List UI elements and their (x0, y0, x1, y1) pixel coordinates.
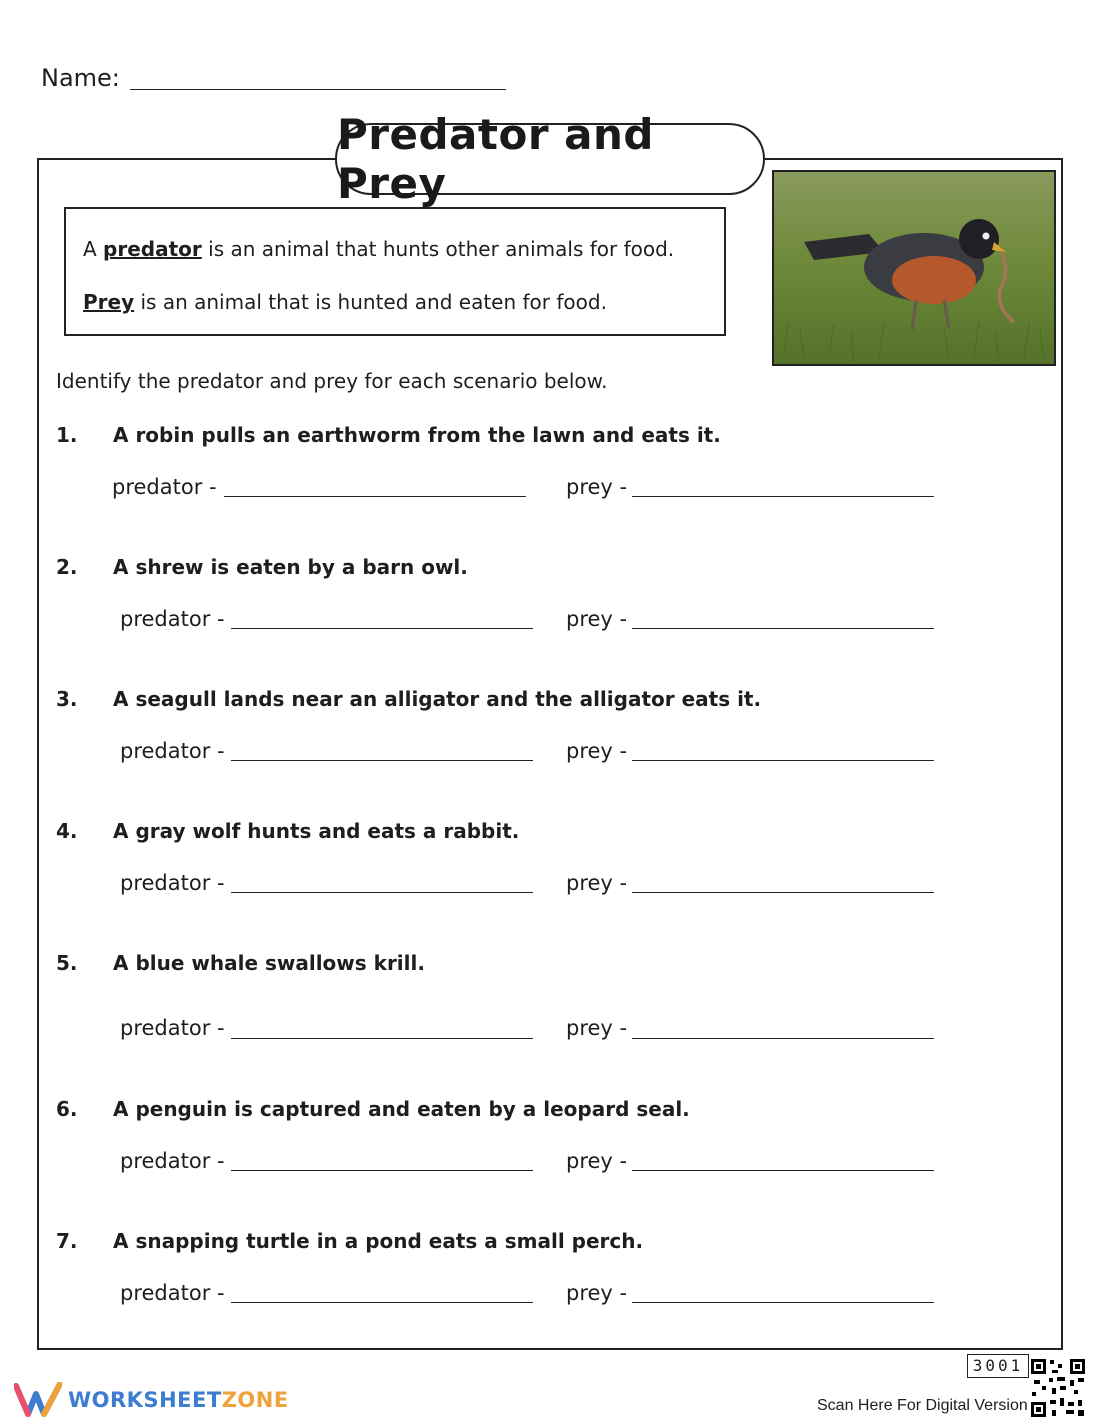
predator-answer-line[interactable] (231, 760, 533, 761)
instructions: Identify the predator and prey for each scenario below. (56, 369, 608, 393)
predator-answer-line[interactable] (231, 1038, 533, 1039)
prey-label: prey - (566, 871, 628, 895)
question-text: A blue whale swallows krill. (113, 951, 425, 975)
question-text: A gray wolf hunts and eats a rabbit. (113, 819, 520, 843)
brand-part-2: ZONE (221, 1388, 289, 1412)
prey-answer-line[interactable] (632, 892, 934, 893)
question-text: A robin pulls an earthworm from the lawn and eats it. (113, 423, 721, 447)
name-line[interactable] (130, 89, 506, 90)
scan-caption: Scan Here For Digital Version (817, 1397, 1028, 1414)
brand-part-1: WORKSHEET (68, 1388, 222, 1412)
def-rest: is an animal that is hunted and eaten for food. (134, 290, 607, 314)
predator-answer-line[interactable] (231, 892, 533, 893)
page-title: Predator and Prey (335, 123, 765, 195)
predator-label: predator - (120, 1016, 225, 1040)
question-text: A seagull lands near an alligator and the alligator eats it. (113, 687, 762, 711)
question-text: A penguin is captured and eaten by a leopard seal. (113, 1097, 690, 1121)
question-number: 6. (56, 1097, 78, 1121)
term-prey: Prey (83, 290, 135, 314)
predator-label: predator - (120, 739, 225, 763)
predator-answer-line[interactable] (231, 1170, 533, 1171)
prey-label: prey - (566, 475, 628, 499)
worksheet-code: 3001 (967, 1354, 1029, 1378)
question-number: 3. (56, 687, 78, 711)
predator-label: predator - (120, 871, 225, 895)
prey-label: prey - (566, 1016, 628, 1040)
qr-code-icon[interactable] (1030, 1358, 1086, 1422)
question-number: 4. (56, 819, 78, 843)
term-predator: predator (103, 237, 202, 261)
question-number: 1. (56, 423, 78, 447)
definition-box (64, 207, 726, 336)
prey-label: prey - (566, 1281, 628, 1305)
predator-label: predator - (120, 1149, 225, 1173)
predator-label: predator - (120, 607, 225, 631)
predator-label: predator - (120, 1281, 225, 1305)
prey-label: prey - (566, 607, 628, 631)
prey-answer-line[interactable] (632, 1302, 934, 1303)
predator-answer-line[interactable] (231, 1302, 533, 1303)
question-text: A snapping turtle in a pond eats a small perch. (113, 1229, 644, 1253)
prey-label: prey - (566, 1149, 628, 1173)
worksheet-logo-icon (14, 1382, 62, 1422)
prey-answer-line[interactable] (632, 628, 934, 629)
question-number: 7. (56, 1229, 78, 1253)
prey-answer-line[interactable] (632, 496, 934, 497)
question-number: 2. (56, 555, 78, 579)
def-rest: is an animal that hunts other animals for food. (201, 237, 675, 261)
prey-answer-line[interactable] (632, 1038, 934, 1039)
brand-name (68, 1388, 289, 1412)
prey-answer-line[interactable] (632, 760, 934, 761)
question-number: 5. (56, 951, 78, 975)
definition-prey (83, 290, 607, 314)
robin-photo (772, 170, 1056, 366)
predator-label: predator - (112, 475, 217, 499)
predator-answer-line[interactable] (231, 628, 533, 629)
name-label: Name: (41, 64, 120, 92)
prey-label: prey - (566, 739, 628, 763)
definition-predator (83, 237, 674, 261)
def-prefix: A (83, 237, 104, 261)
predator-answer-line[interactable] (224, 496, 526, 497)
prey-answer-line[interactable] (632, 1170, 934, 1171)
question-text: A shrew is eaten by a barn owl. (113, 555, 468, 579)
